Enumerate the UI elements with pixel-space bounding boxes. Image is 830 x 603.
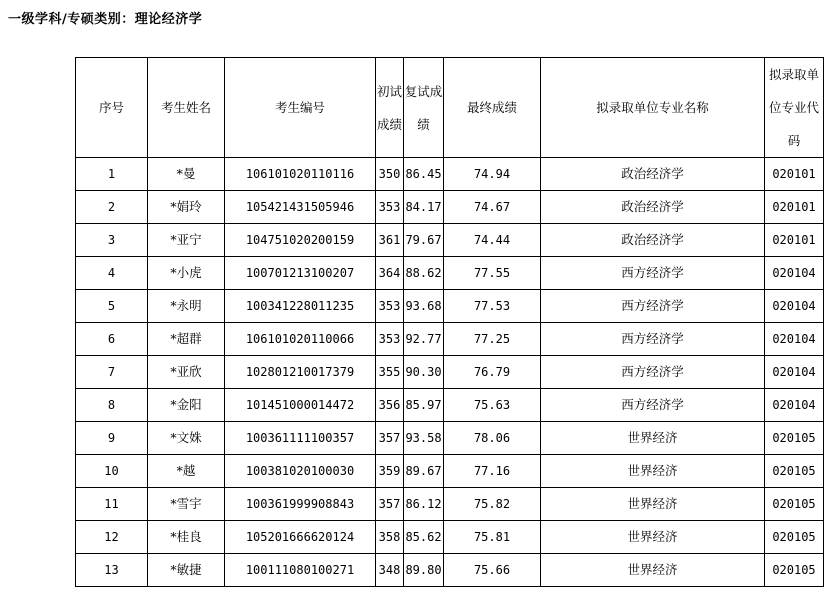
cell-index: 1	[76, 158, 148, 191]
cell-initial-score: 359	[376, 455, 404, 488]
cell-index: 9	[76, 422, 148, 455]
cell-retest-score: 88.62	[404, 257, 444, 290]
cell-index: 7	[76, 356, 148, 389]
cell-final-score: 77.53	[444, 290, 541, 323]
cell-name: *超群	[148, 323, 225, 356]
cell-major-name: 世界经济	[541, 455, 765, 488]
cell-retest-score: 84.17	[404, 191, 444, 224]
cell-candidate-no: 100701213100207	[225, 257, 376, 290]
cell-final-score: 75.63	[444, 389, 541, 422]
cell-major-code: 020101	[765, 191, 824, 224]
cell-final-score: 76.79	[444, 356, 541, 389]
column-header-candidate-no: 考生编号	[225, 58, 376, 158]
cell-index: 5	[76, 290, 148, 323]
table-row	[76, 488, 824, 521]
table-row	[76, 290, 824, 323]
cell-initial-score: 356	[376, 389, 404, 422]
cell-major-code: 020104	[765, 290, 824, 323]
column-header-initial-score: 初试成绩	[376, 58, 404, 158]
cell-candidate-no: 100111080100271	[225, 554, 376, 587]
cell-major-name: 世界经济	[541, 521, 765, 554]
cell-candidate-no: 100361111100357	[225, 422, 376, 455]
cell-initial-score: 364	[376, 257, 404, 290]
cell-initial-score: 355	[376, 356, 404, 389]
cell-final-score: 74.94	[444, 158, 541, 191]
cell-retest-score: 86.45	[404, 158, 444, 191]
cell-retest-score: 90.30	[404, 356, 444, 389]
column-header-retest-score: 复试成绩	[404, 58, 444, 158]
cell-initial-score: 361	[376, 224, 404, 257]
cell-major-code: 020105	[765, 554, 824, 587]
cell-major-code: 020101	[765, 158, 824, 191]
cell-index: 3	[76, 224, 148, 257]
cell-major-name: 西方经济学	[541, 356, 765, 389]
cell-retest-score: 92.77	[404, 323, 444, 356]
cell-index: 12	[76, 521, 148, 554]
cell-retest-score: 93.58	[404, 422, 444, 455]
cell-index: 11	[76, 488, 148, 521]
cell-initial-score: 348	[376, 554, 404, 587]
column-header-major-name: 拟录取单位专业名称	[541, 58, 765, 158]
cell-candidate-no: 100361999908843	[225, 488, 376, 521]
cell-major-code: 020104	[765, 356, 824, 389]
cell-major-code: 020105	[765, 521, 824, 554]
cell-major-name: 西方经济学	[541, 389, 765, 422]
cell-retest-score: 89.67	[404, 455, 444, 488]
cell-name: *文姝	[148, 422, 225, 455]
cell-initial-score: 353	[376, 323, 404, 356]
cell-final-score: 74.44	[444, 224, 541, 257]
cell-major-name: 政治经济学	[541, 191, 765, 224]
cell-candidate-no: 104751020200159	[225, 224, 376, 257]
cell-major-code: 020105	[765, 488, 824, 521]
cell-final-score: 75.82	[444, 488, 541, 521]
cell-name: *永明	[148, 290, 225, 323]
cell-name: *亚宁	[148, 224, 225, 257]
cell-name: *小虎	[148, 257, 225, 290]
cell-initial-score: 357	[376, 488, 404, 521]
cell-final-score: 77.16	[444, 455, 541, 488]
cell-name: *敏捷	[148, 554, 225, 587]
cell-final-score: 78.06	[444, 422, 541, 455]
table-body	[76, 158, 824, 587]
cell-candidate-no: 101451000014472	[225, 389, 376, 422]
cell-index: 8	[76, 389, 148, 422]
table-row	[76, 224, 824, 257]
cell-name: *桂良	[148, 521, 225, 554]
page-title: 一级学科/专硕类别：理论经济学	[8, 12, 203, 27]
column-header-major-code: 拟录取单位专业代码	[765, 58, 824, 158]
cell-final-score: 77.55	[444, 257, 541, 290]
cell-initial-score: 353	[376, 290, 404, 323]
table-row	[76, 554, 824, 587]
cell-candidate-no: 105421431505946	[225, 191, 376, 224]
table-header	[76, 58, 824, 158]
cell-major-name: 世界经济	[541, 422, 765, 455]
cell-retest-score: 85.97	[404, 389, 444, 422]
table-header-row	[76, 58, 824, 158]
cell-index: 10	[76, 455, 148, 488]
table-row	[76, 422, 824, 455]
cell-major-name: 西方经济学	[541, 323, 765, 356]
cell-name: *曼	[148, 158, 225, 191]
cell-major-code: 020105	[765, 422, 824, 455]
cell-major-name: 政治经济学	[541, 158, 765, 191]
cell-major-name: 西方经济学	[541, 290, 765, 323]
cell-initial-score: 350	[376, 158, 404, 191]
table-row	[76, 455, 824, 488]
cell-major-code: 020104	[765, 257, 824, 290]
cell-major-name: 世界经济	[541, 488, 765, 521]
cell-index: 4	[76, 257, 148, 290]
column-header-name: 考生姓名	[148, 58, 225, 158]
cell-name: *金阳	[148, 389, 225, 422]
table-row	[76, 158, 824, 191]
cell-index: 2	[76, 191, 148, 224]
table-row	[76, 323, 824, 356]
cell-final-score: 74.67	[444, 191, 541, 224]
admission-table	[75, 57, 824, 587]
table-row	[76, 521, 824, 554]
cell-name: *娟玲	[148, 191, 225, 224]
cell-retest-score: 89.80	[404, 554, 444, 587]
cell-major-name: 西方经济学	[541, 257, 765, 290]
table-row	[76, 356, 824, 389]
cell-retest-score: 93.68	[404, 290, 444, 323]
table-row	[76, 191, 824, 224]
cell-major-code: 020104	[765, 389, 824, 422]
cell-candidate-no: 102801210017379	[225, 356, 376, 389]
cell-candidate-no: 105201666620124	[225, 521, 376, 554]
cell-candidate-no: 100381020100030	[225, 455, 376, 488]
table-row	[76, 257, 824, 290]
cell-final-score: 75.66	[444, 554, 541, 587]
cell-final-score: 75.81	[444, 521, 541, 554]
cell-candidate-no: 106101020110066	[225, 323, 376, 356]
cell-major-code: 020104	[765, 323, 824, 356]
cell-initial-score: 358	[376, 521, 404, 554]
table-row	[76, 389, 824, 422]
cell-major-code: 020101	[765, 224, 824, 257]
column-header-final-score: 最终成绩	[444, 58, 541, 158]
cell-retest-score: 79.67	[404, 224, 444, 257]
cell-name: *雪宇	[148, 488, 225, 521]
cell-index: 6	[76, 323, 148, 356]
cell-candidate-no: 100341228011235	[225, 290, 376, 323]
cell-final-score: 77.25	[444, 323, 541, 356]
cell-major-name: 世界经济	[541, 554, 765, 587]
cell-retest-score: 86.12	[404, 488, 444, 521]
cell-initial-score: 357	[376, 422, 404, 455]
cell-name: *亚欣	[148, 356, 225, 389]
cell-retest-score: 85.62	[404, 521, 444, 554]
cell-major-name: 政治经济学	[541, 224, 765, 257]
cell-candidate-no: 106101020110116	[225, 158, 376, 191]
column-header-index: 序号	[76, 58, 148, 158]
cell-index: 13	[76, 554, 148, 587]
cell-major-code: 020105	[765, 455, 824, 488]
cell-name: *越	[148, 455, 225, 488]
cell-initial-score: 353	[376, 191, 404, 224]
